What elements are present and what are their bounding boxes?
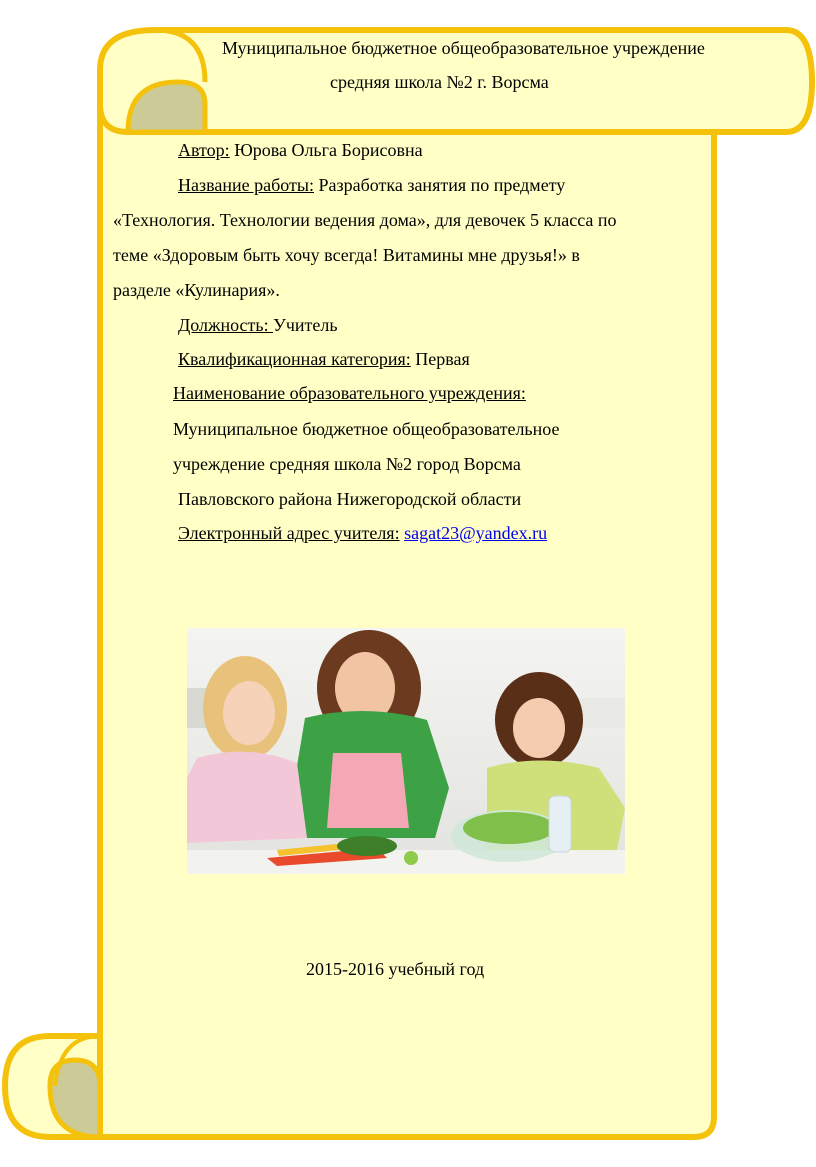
position-label: Должность: [178,315,274,335]
institution-line-1: Муниципальное бюджетное общеобразовательное [173,419,560,439]
category-row [178,348,470,370]
author-label: Автор: [178,140,230,160]
girl-right-face [513,698,565,758]
glass-bottle [549,796,571,852]
author-row [178,139,423,161]
work-label: Название работы: [178,175,314,195]
work-value-4: разделе «Кулинария». [113,280,280,300]
school-year: 2015-2016 учебный год [306,959,485,979]
email-label: Электронный адрес учителя: [178,523,400,543]
cucumber-slice [404,851,418,865]
author-value: Юрова Ольга Борисовна [229,140,423,160]
position-row [178,314,338,336]
work-value-3: теме «Здоровым быть хочу всегда! Витамины мне друзья!» в [113,245,580,265]
work-row [178,174,565,196]
email-link[interactable]: sagat23@yandex.ru [404,523,548,543]
cucumber [337,836,397,856]
woman-apron [327,753,409,828]
category-value: Первая [410,349,470,369]
work-value-1: Разработка занятия по предмету [313,175,566,195]
salad-greens [463,812,555,844]
institution-label: Наименование образовательного учреждения: [173,383,526,403]
header-line-2: средняя школа №2 г. Ворсма [330,72,549,92]
header-line-1: Муниципальное бюджетное общеобразовательное учреждение [222,38,705,58]
girl-left-shirt [187,752,307,843]
girl-left-face [223,681,275,745]
institution-line-3: Павловского района Нижегородской области [178,489,522,509]
institution-line-2: учреждение средняя школа №2 город Ворсма [173,454,521,474]
cooking-photo [187,628,625,874]
position-value: Учитель [273,315,338,335]
category-label: Квалификационная категория: [178,349,411,369]
work-value-2: «Технология. Технологии ведения дома», для девочек 5 класса по [113,210,617,230]
email-row [178,522,547,544]
